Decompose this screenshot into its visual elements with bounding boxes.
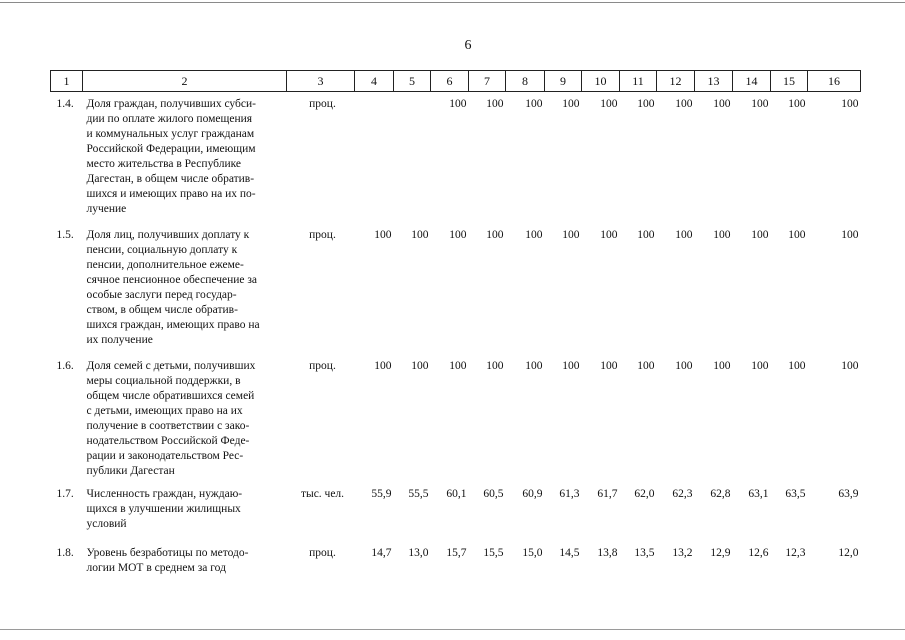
value-cell: 100 (525, 360, 543, 372)
value-cell: 13,8 (597, 547, 618, 559)
value-cell: 100 (675, 98, 693, 110)
value-cell: 62,0 (634, 488, 655, 500)
value-cell: 100 (788, 98, 806, 110)
value-cell (394, 92, 431, 224)
row-index: 1.6. (56, 360, 74, 372)
indicators-table (50, 70, 861, 596)
col-header: 7 (469, 71, 506, 92)
value-cell: 100 (841, 229, 859, 241)
col-header: 15 (771, 71, 808, 92)
indicator-name: Численность граждан, нуждаю- щихся в улучшении жилищных условий (86, 488, 243, 530)
unit-cell: проц. (309, 229, 336, 241)
value-cell: 60,1 (446, 488, 467, 500)
value-cell: 15,5 (483, 547, 504, 559)
header-row (51, 71, 861, 92)
value-cell: 100 (675, 360, 693, 372)
value-cell: 100 (637, 229, 655, 241)
value-cell: 100 (562, 98, 580, 110)
col-header: 9 (545, 71, 582, 92)
row-index: 1.4. (56, 98, 74, 110)
col-header: 8 (506, 71, 545, 92)
value-cell: 62,8 (710, 488, 731, 500)
value-cell: 100 (713, 98, 731, 110)
unit-cell: тыс. чел. (300, 488, 345, 500)
value-cell: 14,7 (371, 547, 392, 559)
value-cell: 100 (411, 360, 429, 372)
col-header: 16 (808, 71, 861, 92)
col-header: 10 (582, 71, 620, 92)
value-cell: 15,7 (446, 547, 467, 559)
bottom-edge-line (0, 629, 905, 630)
col-header: 2 (83, 71, 287, 92)
indicator-name: Доля лиц, получивших доплату к пенсии, социальную доплату к пенсии, дополнительное ежеме- сячное пенсионное обеспечение за особые заслуги перед государ- ством, в общем числе обратив- шихся граждан, имеющих право на их получение (86, 229, 260, 346)
value-cell: 100 (374, 360, 392, 372)
value-cell: 13,5 (634, 547, 655, 559)
top-edge-line (0, 2, 905, 3)
value-cell: 100 (751, 98, 769, 110)
col-header: 6 (431, 71, 469, 92)
value-cell: 61,3 (559, 488, 580, 500)
value-cell: 100 (449, 360, 467, 372)
value-cell: 100 (600, 98, 618, 110)
value-cell: 13,0 (408, 547, 429, 559)
value-cell: 12,0 (838, 547, 859, 559)
row-index: 1.5. (56, 229, 74, 241)
unit-cell: проц. (309, 98, 336, 110)
value-cell: 100 (411, 229, 429, 241)
indicator-name: Доля семей с детьми, получивших меры социальной поддержки, в общем числе обратившихся семей с детьми, имеющих право на их получение в соответствии с зако- нодательством Российской Феде- рации и законодательством Рес- публики Дагестан (86, 360, 256, 477)
value-cell: 61,7 (597, 488, 618, 500)
value-cell: 100 (637, 98, 655, 110)
col-header: 1 (51, 71, 83, 92)
value-cell: 100 (841, 360, 859, 372)
table-row (51, 541, 861, 596)
value-cell: 100 (713, 229, 731, 241)
table-row (51, 354, 861, 482)
row-index: 1.7. (56, 488, 74, 500)
value-cell: 63,1 (748, 488, 769, 500)
value-cell: 100 (751, 229, 769, 241)
unit-cell: проц. (309, 360, 336, 372)
col-header: 4 (355, 71, 394, 92)
value-cell: 100 (449, 229, 467, 241)
indicator-name: Уровень безработицы по методо- логии МОТ в среднем за год (86, 547, 249, 574)
value-cell: 100 (486, 360, 504, 372)
value-cell: 100 (486, 98, 504, 110)
value-cell: 12,6 (748, 547, 769, 559)
value-cell: 63,9 (838, 488, 859, 500)
col-header: 13 (695, 71, 733, 92)
value-cell: 100 (788, 229, 806, 241)
indicator-name: Доля граждан, получивших субси- дии по оплате жилого помещения и коммунальных услуг гражданам Российской Федерации, имеющим место жительства в Республике Дагестан, в общем числе обратив- шихся и имеющих право на их по- лучение (86, 98, 256, 215)
value-cell: 55,5 (408, 488, 429, 500)
table-row (51, 223, 861, 354)
col-header: 12 (657, 71, 695, 92)
unit-cell: проц. (309, 547, 336, 559)
col-header: 14 (733, 71, 771, 92)
value-cell (355, 92, 394, 224)
value-cell: 60,9 (522, 488, 543, 500)
value-cell: 63,5 (785, 488, 806, 500)
value-cell: 100 (562, 229, 580, 241)
value-cell: 15,0 (522, 547, 543, 559)
value-cell: 100 (525, 229, 543, 241)
value-cell: 100 (788, 360, 806, 372)
value-cell: 12,3 (785, 547, 806, 559)
value-cell: 62,3 (672, 488, 693, 500)
value-cell: 100 (600, 360, 618, 372)
value-cell: 100 (562, 360, 580, 372)
value-cell: 60,5 (483, 488, 504, 500)
table-row (51, 482, 861, 541)
value-cell: 100 (841, 98, 859, 110)
value-cell: 100 (675, 229, 693, 241)
value-cell: 100 (600, 229, 618, 241)
value-cell: 100 (637, 360, 655, 372)
col-header: 3 (287, 71, 355, 92)
value-cell: 100 (713, 360, 731, 372)
row-index: 1.8. (56, 547, 74, 559)
value-cell: 12,9 (710, 547, 731, 559)
value-cell: 100 (374, 229, 392, 241)
col-header: 11 (620, 71, 657, 92)
value-cell: 100 (525, 98, 543, 110)
value-cell: 55,9 (371, 488, 392, 500)
col-header: 5 (394, 71, 431, 92)
value-cell: 14,5 (559, 547, 580, 559)
value-cell: 100 (449, 98, 467, 110)
value-cell: 100 (486, 229, 504, 241)
table-row (51, 92, 861, 224)
value-cell: 13,2 (672, 547, 693, 559)
page-number: 6 (464, 38, 472, 53)
value-cell: 100 (751, 360, 769, 372)
